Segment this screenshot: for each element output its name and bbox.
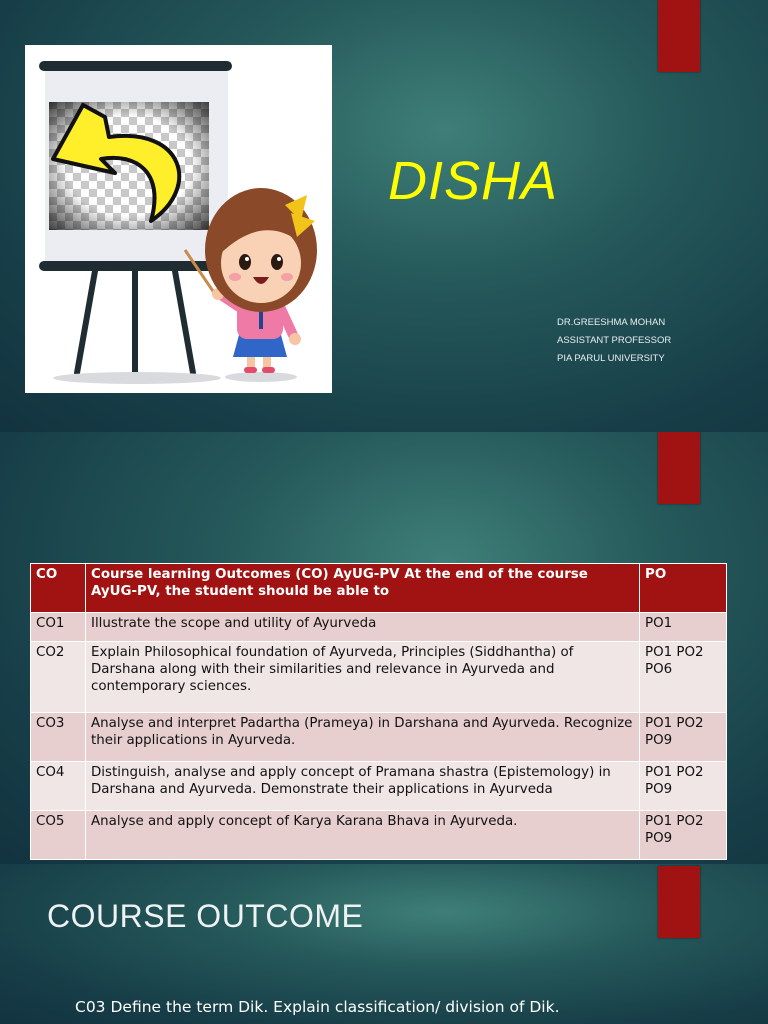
cell-po: PO1 PO2 PO9	[640, 811, 727, 860]
cell-outcome: Analyse and interpret Padartha (Prameya) in Darshana and Ayurveda. Recognize their applications in Ayurveda.	[86, 713, 640, 762]
cell-outcome: Illustrate the scope and utility of Ayurveda	[86, 613, 640, 642]
table-header-row	[31, 564, 727, 613]
cell-co: CO3	[31, 713, 86, 762]
course-outcomes-table	[30, 563, 727, 860]
table-row	[31, 713, 727, 762]
illustration-teacher-board	[25, 45, 332, 393]
cell-co: CO2	[31, 642, 86, 713]
cell-po: PO1	[640, 613, 727, 642]
slide-heading: COURSE OUTCOME	[47, 898, 364, 934]
header-outcome: Course learning Outcomes (CO) AyUG-PV At the end of the course AyUG-PV, the student should be able to	[86, 564, 640, 613]
author-role: ASSISTANT PROFESSOR	[557, 335, 672, 346]
accent-bar	[658, 432, 700, 504]
cell-co: CO1	[31, 613, 86, 642]
table-row	[31, 613, 727, 642]
cell-co: CO4	[31, 762, 86, 811]
cell-outcome: Explain Philosophical foundation of Ayurveda, Principles (Siddhantha) of Darshana along with their similarities and relevance in Ayurveda and contemporary sciences.	[86, 642, 640, 713]
slide-outcomes-table	[0, 432, 768, 864]
cell-co: CO5	[31, 811, 86, 860]
cell-po: PO1 PO2 PO9	[640, 762, 727, 811]
accent-bar	[658, 0, 700, 72]
author-org: PIA PARUL UNIVERSITY	[557, 353, 665, 364]
author-name: DR.GREESHMA MOHAN	[557, 317, 666, 328]
table-row	[31, 811, 727, 860]
slide-course-outcome	[0, 864, 768, 1024]
cell-outcome: Analyse and apply concept of Karya Karana Bhava in Ayurveda.	[86, 811, 640, 860]
cell-outcome: Distinguish, analyse and apply concept of Pramana shastra (Epistemology) in Darshana and Ayurveda. Demonstrate their applications in Ayurveda	[86, 762, 640, 811]
cell-po: PO1 PO2 PO6	[640, 642, 727, 713]
accent-bar	[658, 866, 700, 938]
slide-body-text: C03 Define the term Dik. Explain classification/ division of Dik.	[75, 998, 560, 1016]
teacher-board-drawing	[25, 45, 332, 393]
author-block	[557, 314, 671, 368]
cell-po: PO1 PO2 PO9	[640, 713, 727, 762]
header-po: PO	[640, 564, 727, 613]
header-co: CO	[31, 564, 86, 613]
table-row	[31, 762, 727, 811]
slide-title	[0, 0, 768, 432]
presentation-title: DISHA	[388, 151, 559, 211]
table-row	[31, 642, 727, 713]
